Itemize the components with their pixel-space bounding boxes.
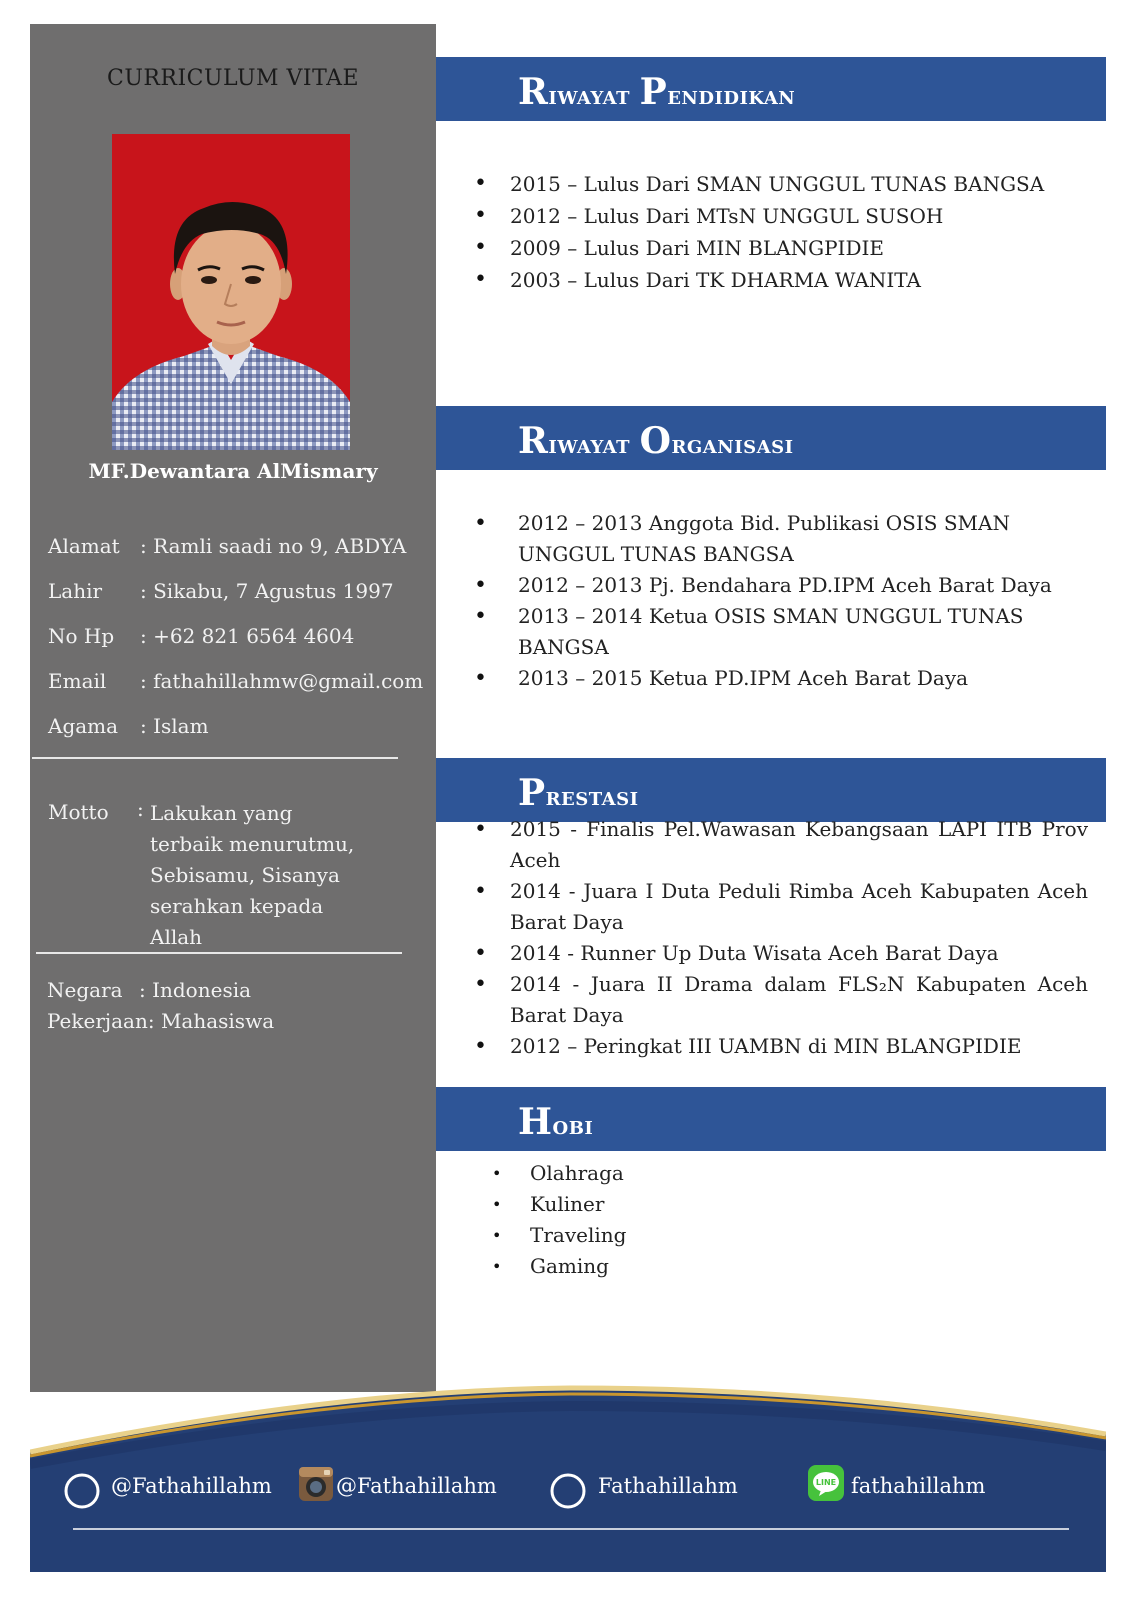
section-header-pendidikan <box>436 57 1106 121</box>
list-item: • Kuliner <box>492 1189 792 1220</box>
list-item: • 2014 - Juara I Duta Peduli Rimba Aceh Kabupaten Aceh Barat Daya <box>474 876 1088 938</box>
info-row-email <box>48 666 423 696</box>
list-item: • 2014 - Juara II Drama dalam FLS₂N Kabupaten Aceh Barat Daya <box>474 969 1088 1031</box>
list-item: • 2013 – 2015 Ketua PD.IPM Aceh Barat Daya <box>474 663 1094 694</box>
motto-text <box>150 798 390 953</box>
section-header-organisasi <box>436 406 1106 470</box>
hobby-list <box>492 1158 792 1282</box>
info-value: : Sikabu, 7 Agustus 1997 <box>140 579 394 603</box>
section-title: Hobi <box>518 1101 594 1143</box>
profile-photo <box>112 134 350 450</box>
circle-icon <box>549 1472 587 1510</box>
info-label: Agama <box>48 714 119 738</box>
info-value: : fathahillahmw@gmail.com <box>140 669 424 693</box>
cv-title: CURRICULUM VITAE <box>106 66 360 91</box>
section-title: Prestasi <box>518 772 639 814</box>
section-header-hobi <box>436 1087 1106 1151</box>
profile-photo-illustration <box>112 134 350 450</box>
divider <box>36 952 402 954</box>
line-icon <box>807 1464 845 1502</box>
info-row-agama <box>48 711 209 741</box>
footer-wave-illustration <box>30 1368 1106 1572</box>
list-item: • 2012 – Peringkat III UAMBN di MIN BLANGPIDIE <box>474 1031 1088 1062</box>
info-row-nohp <box>48 621 354 651</box>
section-title: Riwayat Pendidikan <box>518 71 796 113</box>
social-handle-3[interactable]: Fathahillahm <box>598 1474 738 1498</box>
line-icon-text: LINE <box>815 1478 837 1487</box>
list-item: • Gaming <box>492 1251 792 1282</box>
info-value: : Indonesia <box>139 978 252 1002</box>
info-row-pekerjaan <box>47 1006 274 1037</box>
social-handle-1[interactable]: @Fathahillahm <box>111 1474 272 1498</box>
list-item: • 2013 – 2014 Ketua OSIS SMAN UNGGUL TUNAS BANGSA <box>474 601 1094 663</box>
info-row-lahir <box>48 576 394 606</box>
motto-label: Motto <box>48 800 109 824</box>
list-item: • 2015 - Finalis Pel.Wawasan Kebangsaan LAPI ITB Prov Aceh <box>474 814 1088 876</box>
list-item: • 2014 - Runner Up Duta Wisata Aceh Barat Daya <box>474 938 1088 969</box>
list-item: • Traveling <box>492 1220 792 1251</box>
divider <box>32 757 398 759</box>
info-label: Lahir <box>48 579 103 603</box>
info-value: : Mahasiswa <box>147 1009 275 1033</box>
list-item: • 2012 – 2013 Pj. Bendahara PD.IPM Aceh Barat Daya <box>474 570 1094 601</box>
list-item: • 2012 – Lulus Dari MTsN UNGGUL SUSOH <box>474 200 1094 232</box>
person-name: MF.Dewantara AlMismary <box>88 459 378 483</box>
motto-line: serahkan kepada <box>150 894 324 918</box>
footer-divider <box>73 1528 1069 1530</box>
motto-line: Sebisamu, Sisanya <box>150 863 340 887</box>
info-label: Alamat <box>48 534 120 558</box>
motto-line: Lakukan yang <box>150 801 293 825</box>
info-label: Negara <box>47 978 123 1002</box>
info-label: No Hp <box>48 624 115 648</box>
education-list <box>474 168 1094 296</box>
info-label: Pekerjaan <box>47 1009 148 1033</box>
motto-line: terbaik menurutmu, <box>150 832 355 856</box>
motto-colon: : <box>137 797 144 821</box>
list-item: • 2015 – Lulus Dari SMAN UNGGUL TUNAS BANGSA <box>474 168 1094 200</box>
instagram-icon <box>298 1466 334 1502</box>
info-value: : +62 821 6564 4604 <box>140 624 355 648</box>
list-item: • 2003 – Lulus Dari TK DHARMA WANITA <box>474 264 1094 296</box>
organization-list <box>474 508 1094 694</box>
social-handle-4[interactable]: fathahillahm <box>851 1474 986 1498</box>
list-item: • 2009 – Lulus Dari MIN BLANGPIDIE <box>474 232 1094 264</box>
footer-band <box>30 1368 1106 1572</box>
circle-icon <box>63 1472 101 1510</box>
list-item: • Olahraga <box>492 1158 792 1189</box>
info-label: Email <box>48 669 107 693</box>
info-value: : Ramli saadi no 9, ABDYA <box>140 534 407 558</box>
info-value: : Islam <box>140 714 209 738</box>
info-row-alamat <box>48 531 406 561</box>
section-title: Riwayat Organisasi <box>518 420 794 462</box>
info-row-negara <box>47 975 251 1006</box>
social-handle-2[interactable]: @Fathahillahm <box>336 1474 497 1498</box>
motto-line: Allah <box>150 925 203 949</box>
list-item: • 2012 – 2013 Anggota Bid. Publikasi OSIS SMAN UNGGUL TUNAS BANGSA <box>474 508 1094 570</box>
achievement-list <box>474 814 1088 1062</box>
section-header-prestasi <box>436 758 1106 822</box>
